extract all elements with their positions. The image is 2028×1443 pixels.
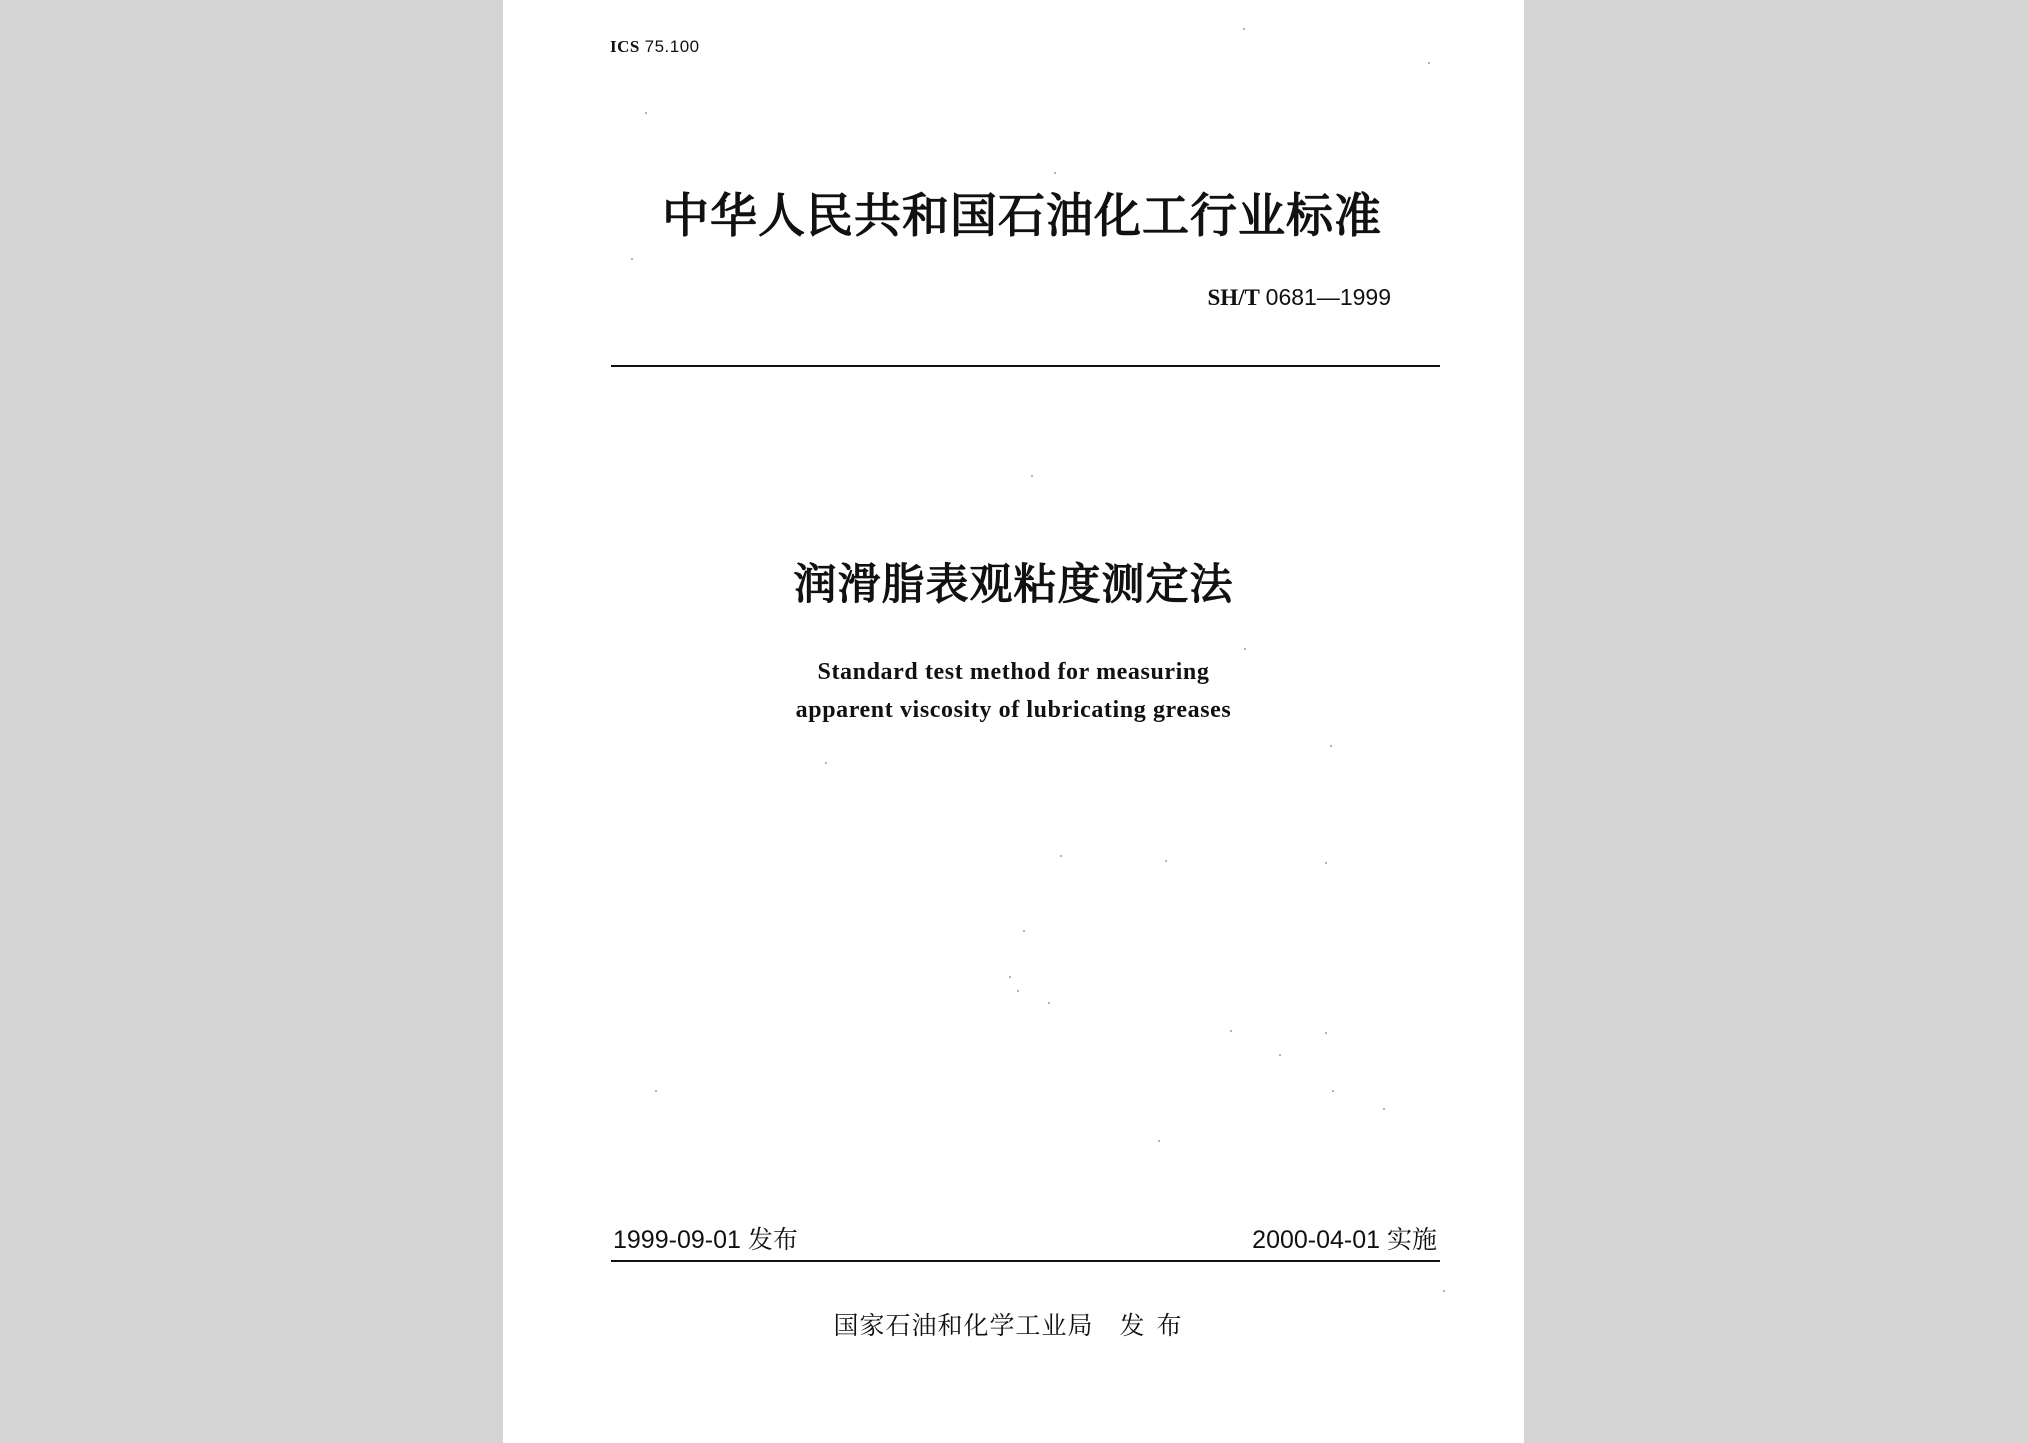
scan-speck <box>1332 1090 1334 1092</box>
implementation-date: 2000-04-01 实施 <box>1252 1226 1437 1254</box>
standard-number <box>1207 286 1391 309</box>
scan-speck <box>1048 1002 1050 1004</box>
scan-speck <box>1031 475 1033 477</box>
scan-speck <box>1017 990 1019 992</box>
document-title-en <box>503 653 1524 729</box>
publisher-name: 国家石油和化学工业局 <box>833 1311 1094 1340</box>
scan-speck <box>645 112 647 114</box>
scan-speck <box>1325 1032 1327 1034</box>
ics-number: 75.100 <box>644 37 700 56</box>
scan-speck <box>1325 862 1327 864</box>
scan-speck <box>1060 855 1062 857</box>
publisher-verb: 发布 <box>1119 1311 1194 1340</box>
ics-label: ICS <box>610 37 640 56</box>
scan-speck <box>825 762 827 764</box>
scan-speck <box>1330 745 1332 747</box>
scan-speck <box>631 258 633 260</box>
standard-code: SH/T <box>1207 285 1260 310</box>
publisher-line <box>503 1313 1524 1338</box>
document-page <box>503 0 1524 1443</box>
scan-speck <box>1230 1030 1232 1032</box>
header-divider <box>611 365 1440 367</box>
scan-speck <box>1244 648 1246 650</box>
scan-speck <box>655 1090 657 1092</box>
scan-speck <box>1383 1108 1385 1110</box>
scan-speck <box>1243 28 1245 30</box>
document-title-en-line2: apparent viscosity of lubricating greases <box>795 697 1232 723</box>
scan-speck <box>1009 976 1011 978</box>
footer-divider <box>611 1260 1440 1262</box>
standard-title: 中华人民共和国石油化工行业标准 <box>662 189 1382 244</box>
document-title-cn: 润滑脂表观粘度测定法 <box>793 560 1234 610</box>
scan-speck <box>1023 930 1025 932</box>
scan-speck <box>1279 1054 1281 1056</box>
ics-code <box>610 38 700 55</box>
scan-speck <box>1054 172 1056 174</box>
document-title-en-line1: Standard test method for measuring <box>817 659 1210 685</box>
scan-speck <box>1428 62 1430 64</box>
scan-speck <box>1443 1290 1445 1292</box>
issue-date: 1999-09-01 发布 <box>613 1226 798 1254</box>
scan-speck <box>1165 860 1167 862</box>
scan-speck <box>1158 1140 1160 1142</box>
standard-number-value: 0681—1999 <box>1265 284 1391 310</box>
